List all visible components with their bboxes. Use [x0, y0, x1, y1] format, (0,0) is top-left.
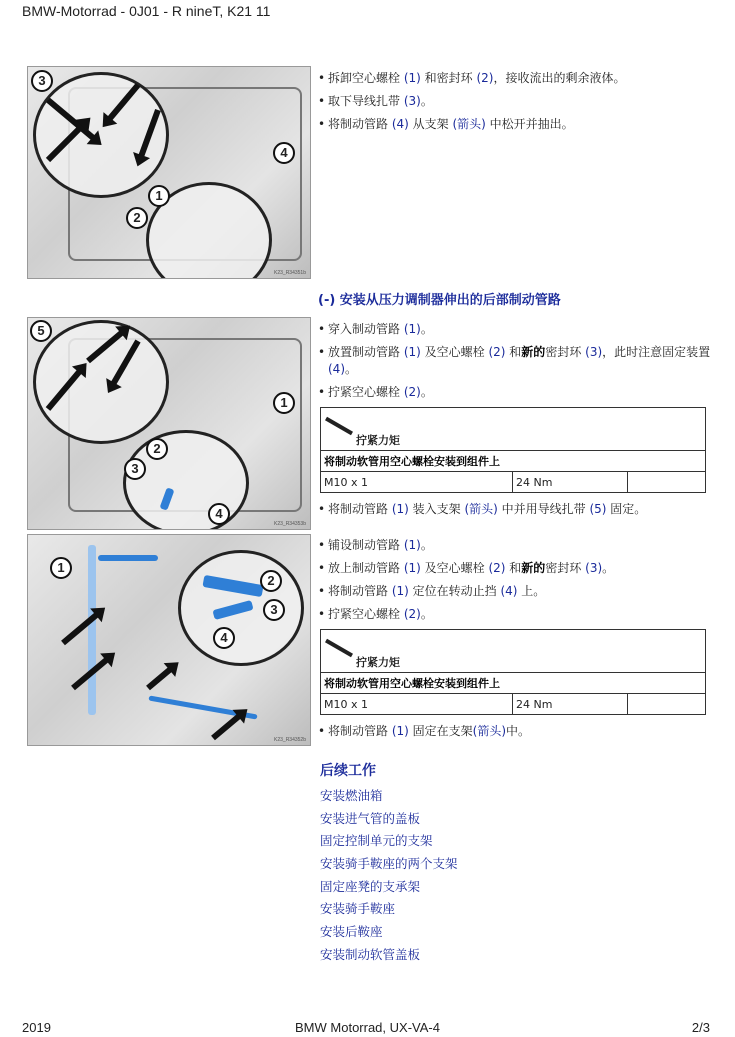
- bullet-icon: •: [318, 385, 326, 399]
- instruction-step: [318, 537, 713, 554]
- callout-5: 5: [30, 320, 52, 342]
- figure-route-brake-line: [27, 534, 311, 746]
- step-text: 拆卸空心螺栓: [328, 71, 404, 85]
- torque-table: [320, 629, 706, 715]
- step-text: 密封环: [545, 345, 586, 359]
- step-text: 新的: [521, 561, 546, 575]
- reference-number: (2): [403, 607, 421, 621]
- torque-wrench-icon: [325, 639, 353, 657]
- reference-number: (4): [500, 584, 518, 598]
- torque-spec: M10 x 1: [321, 472, 513, 493]
- step-text: 。: [420, 94, 433, 108]
- reference-number: (1): [391, 584, 409, 598]
- step-text: 取下导线扎带: [328, 94, 404, 108]
- reference-number: (1): [391, 724, 409, 738]
- callout-2: 2: [146, 438, 168, 460]
- step-text: 。: [420, 538, 433, 552]
- step-text: 固定在支架: [408, 724, 473, 738]
- section-remove: [318, 70, 713, 139]
- step-text: 拧紧空心螺栓: [328, 385, 404, 399]
- reference-number: (2): [488, 345, 506, 359]
- footer-year: 2019: [22, 1020, 51, 1035]
- reference-number: (4): [391, 117, 409, 131]
- step-text: 装入支架: [408, 502, 465, 516]
- follow-up-link[interactable]: 安装进气管的盖板: [320, 810, 421, 826]
- reference-number: (箭头): [452, 117, 486, 131]
- torque-title: 将制动软管用空心螺栓安装到组件上: [321, 673, 706, 694]
- reference-number: (1): [403, 538, 421, 552]
- step-text: ，接收流出的剩余液体。: [493, 71, 626, 85]
- reference-number: (2): [403, 385, 421, 399]
- bullet-icon: •: [318, 117, 326, 131]
- figure-caption: K23_R34351b: [274, 270, 306, 276]
- instruction-step: [318, 384, 713, 401]
- callout-2: 2: [260, 570, 282, 592]
- torque-spec: M10 x 1: [321, 694, 513, 715]
- instruction-step: [318, 70, 713, 87]
- reference-number: (1): [403, 71, 421, 85]
- reference-number: (3): [403, 94, 421, 108]
- section-install: [318, 292, 713, 524]
- callout-3: 3: [31, 70, 53, 92]
- callout-3: 3: [124, 458, 146, 480]
- step-text: 铺设制动管路: [328, 538, 404, 552]
- figure-install-brake-line: [27, 317, 311, 530]
- follow-up-link[interactable]: 安装制动软管盖板: [320, 946, 421, 962]
- follow-up-link[interactable]: 固定座凳的支承架: [320, 878, 421, 894]
- bullet-icon: •: [318, 502, 326, 516]
- bullet-icon: •: [318, 607, 326, 621]
- follow-up-link[interactable]: 安装燃油箱: [320, 788, 383, 803]
- bullet-icon: •: [318, 538, 326, 552]
- step-text: 上。: [517, 584, 546, 598]
- step-text: 。: [420, 322, 433, 336]
- reference-number: (3): [585, 345, 603, 359]
- step-text: 及空心螺栓: [420, 561, 489, 575]
- instruction-step: [318, 116, 713, 133]
- instruction-step: [318, 501, 713, 518]
- callout-4: 4: [213, 627, 235, 649]
- torque-title: 将制动软管用空心螺栓安装到组件上: [321, 451, 706, 472]
- reference-number: (1): [403, 345, 421, 359]
- footer-center: BMW Motorrad, UX-VA-4: [295, 1020, 440, 1035]
- step-text: 中并用导线扎带: [497, 502, 590, 516]
- bullet-icon: •: [318, 561, 326, 575]
- bullet-icon: •: [318, 71, 326, 85]
- torque-wrench-icon: [325, 417, 353, 435]
- step-text: 将制动管路: [328, 502, 392, 516]
- torque-table: [320, 407, 706, 493]
- callout-1: 1: [50, 557, 72, 579]
- instruction-step: [318, 321, 713, 338]
- figure-caption: K23_R34353b: [274, 521, 306, 527]
- step-text: 将制动管路: [328, 724, 392, 738]
- torque-label: 拧紧力矩: [356, 656, 400, 669]
- bullet-icon: •: [318, 322, 326, 336]
- step-text: 。: [602, 561, 615, 575]
- instruction-step: [318, 560, 713, 577]
- reference-number: (3): [585, 561, 603, 575]
- step-text: 。: [345, 362, 358, 376]
- reference-number: (1): [391, 502, 409, 516]
- step-text: 放上制动管路: [328, 561, 404, 575]
- step-text: 和: [505, 561, 522, 575]
- reference-number: (4): [328, 362, 345, 376]
- step-text: 。: [420, 607, 433, 621]
- section-route: [318, 537, 713, 746]
- footer-page: 2/3: [691, 1020, 710, 1035]
- torque-value: 24 Nm: [513, 472, 628, 493]
- callout-4: 4: [208, 503, 230, 525]
- reference-number: (2): [488, 561, 506, 575]
- step-text: 中。: [506, 724, 531, 738]
- follow-up-link[interactable]: 安装骑手鞍座的两个支架: [320, 856, 458, 872]
- callout-2: 2: [126, 207, 148, 229]
- step-text: 固定。: [606, 502, 647, 516]
- callout-1: 1: [273, 392, 295, 414]
- follow-up-link[interactable]: 固定控制单元的支架: [320, 833, 433, 849]
- step-text: 将制动管路: [328, 584, 392, 598]
- step-text: 穿入制动管路: [328, 322, 404, 336]
- step-text: ，此时注意固定装置: [602, 345, 711, 359]
- reference-number: (2): [476, 71, 494, 85]
- bullet-icon: •: [318, 724, 326, 738]
- reference-number: (箭头): [464, 502, 498, 516]
- callout-3: 3: [263, 599, 285, 621]
- follow-up-link[interactable]: 安装骑手鞍座: [320, 901, 396, 917]
- step-text: 密封环: [545, 561, 586, 575]
- callout-4: 4: [273, 142, 295, 164]
- instruction-step: [318, 583, 713, 600]
- step-text: 和: [505, 345, 522, 359]
- step-text: 和密封环: [420, 71, 477, 85]
- step-text: 从支架: [408, 117, 453, 131]
- reference-number: (5): [589, 502, 607, 516]
- torque-value: 24 Nm: [513, 694, 628, 715]
- instruction-step: [318, 723, 713, 740]
- follow-up-heading: 后续工作: [320, 763, 376, 779]
- bullet-icon: •: [318, 584, 326, 598]
- callout-1: 1: [148, 185, 170, 207]
- step-text: 。: [420, 385, 433, 399]
- step-text: 拧紧空心螺栓: [328, 607, 404, 621]
- reference-number: (1): [403, 561, 421, 575]
- instruction-step: [318, 344, 713, 378]
- step-text: 及空心螺栓: [420, 345, 489, 359]
- follow-up-work: [320, 760, 458, 968]
- reference-number: (1): [403, 322, 421, 336]
- step-text: 放置制动管路: [328, 345, 404, 359]
- figure-caption: K23_R34352b: [274, 737, 306, 743]
- instruction-step: [318, 93, 713, 110]
- step-text: 定位在转动止挡: [408, 584, 501, 598]
- step-text: 将制动管路: [328, 117, 392, 131]
- bullet-icon: •: [318, 94, 326, 108]
- section-heading: (-) 安装从压力调制器伸出的后部制动管路: [318, 293, 561, 308]
- bullet-icon: •: [318, 345, 326, 359]
- figure-remove-brake-line: [27, 66, 311, 279]
- reference-number: (箭头): [472, 724, 507, 738]
- step-text: 中松开并抽出。: [485, 117, 574, 131]
- instruction-step: [318, 606, 713, 623]
- torque-label: 拧紧力矩: [356, 434, 400, 447]
- follow-up-link[interactable]: 安装后鞍座: [320, 924, 383, 940]
- step-text: 新的: [521, 345, 546, 359]
- document-header: BMW-Motorrad - 0J01 - R nineT, K21 11: [22, 3, 271, 19]
